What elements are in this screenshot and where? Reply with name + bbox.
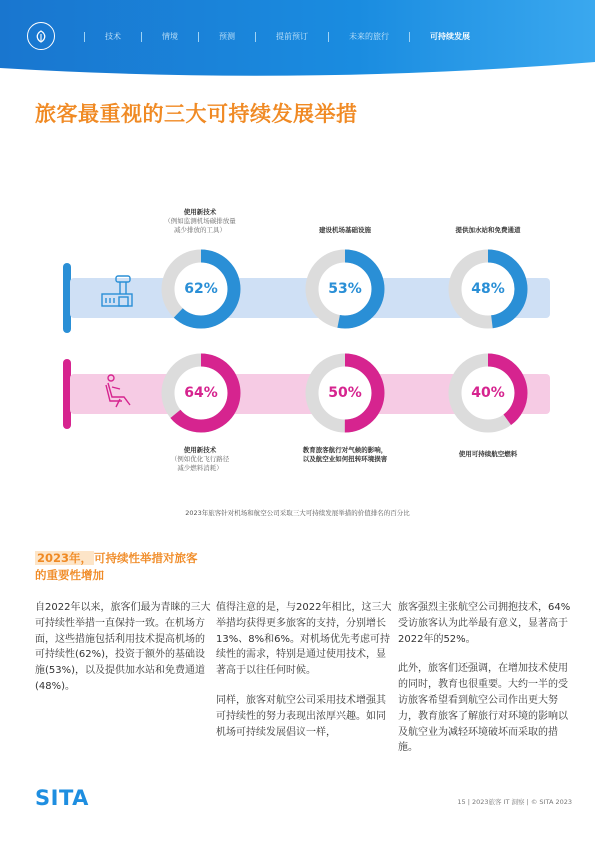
body-column-3 — [398, 600, 574, 770]
airport-donut-3 — [447, 248, 529, 330]
section-subheading — [35, 550, 205, 583]
airline-donut-2 — [304, 352, 386, 434]
page-header — [0, 0, 595, 76]
airline-donut-2-value: 50% — [328, 385, 362, 401]
leaf-circle-icon[interactable] — [27, 22, 55, 50]
airport-caption-3: 提供加水站和免费通道 — [455, 226, 521, 234]
airline-donut-3 — [447, 352, 529, 434]
paragraph: 旅客强烈主张航空公司拥抱技术，64%受访旅客认为此举最有意义，显著高于2022年的52%。 — [398, 602, 571, 645]
airline-donut-1-value: 64% — [184, 385, 218, 401]
nav-item-tech[interactable]: 技术 — [105, 32, 121, 41]
airline-caption-3: 使用可持续航空燃料 — [458, 450, 518, 458]
nav-item-future-travel[interactable]: 未来的旅行 — [349, 32, 389, 41]
nav-item-sustainability[interactable]: 可持续发展 — [430, 32, 470, 41]
airport-donut-2-value: 53% — [328, 281, 362, 297]
subheading-text: 可持续性举措对旅客的重要性增加 — [35, 551, 198, 582]
airline-seat-icon — [102, 373, 136, 413]
top-nav — [84, 31, 490, 42]
nav-item-forecast[interactable]: 预测 — [219, 32, 235, 41]
airport-caption-1: 使用新技术 （例如监测机场碳排放量 减少排放的工具） — [164, 208, 236, 235]
paragraph: 自2022年以来，旅客们最为青睐的三大可持续性举措一直保持一致。在机场方面，这些措施包括利用技术提高机场的可持续性(62%)，投资于额外的基础设施(53%)，以及提供加水站和免费通道(48%)。 — [35, 602, 211, 692]
airport-donut-2 — [304, 248, 386, 330]
page-title: 旅客最重视的三大可持续发展举措 — [35, 102, 358, 126]
airport-tower-icon — [100, 274, 134, 312]
airport-donut-1 — [160, 248, 242, 330]
airport-donut-1-value: 62% — [184, 281, 218, 297]
paragraph: 值得注意的是，与2022年相比，这三大举措均获得更多旅客的支持，分别增长13%、8%和6%。对机场优先考虑可持续性的需求，特别是通过使用技术，显著高于以往任何时候。 — [216, 602, 392, 677]
body-column-1 — [35, 600, 211, 709]
infographic — [0, 190, 595, 520]
airport-caption-2: 建设机场基础设施 — [319, 226, 371, 234]
subheading-year: 2023年， — [37, 551, 93, 565]
airline-caption-2: 教育旅客航行对气候的影响， 以及航空业如何扭转环境损害 — [302, 446, 388, 464]
airline-donut-3-value: 40% — [471, 385, 505, 401]
nav-item-context[interactable]: 情境 — [162, 32, 178, 41]
airport-donut-3-value: 48% — [471, 281, 505, 297]
sita-logo: SITA — [35, 786, 89, 810]
nav-item-booking[interactable]: 提前预订 — [276, 32, 308, 41]
body-column-2 — [216, 600, 392, 754]
paragraph: 同样，旅客对航空公司采用技术增强其可持续性的努力表现出浓厚兴趣。如同机场可持续发展倡议一样， — [216, 694, 386, 738]
page-footer: 15 | 2023旅客 IT 洞察 | © SITA 2023 — [457, 798, 572, 806]
airline-donut-1 — [160, 352, 242, 434]
airline-caption-1: 使用新技术 （例如优化飞行路径 减少燃料消耗） — [170, 446, 230, 473]
paragraph: 此外，旅客们还强调，在增加技术使用的同时，教育也很重要。大约一半的受访旅客希望看到航空公司作出更大努力，教育旅客了解旅行对环境的影响以及航空业为减轻环境破坏而采取的措施。 — [398, 663, 568, 754]
figure-caption: 2023年旅客针对机场和航空公司采取三大可持续发展举措的价值排名的百分比 — [185, 509, 410, 517]
